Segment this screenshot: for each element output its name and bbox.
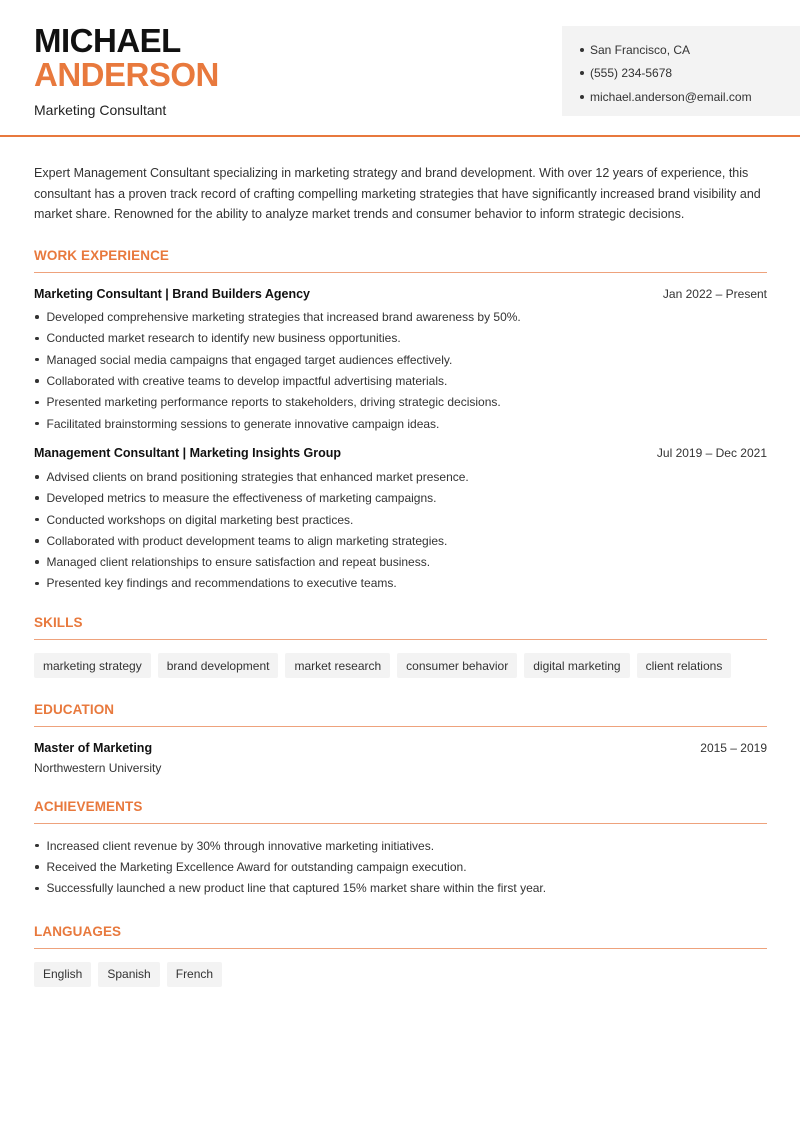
skill-tag: digital marketing (524, 653, 629, 678)
section-languages (34, 924, 767, 987)
list-item (34, 349, 767, 370)
bullet-icon (580, 71, 584, 75)
skill-tag: client relations (637, 653, 732, 678)
list-item-text: Managed client relationships to ensure satisfaction and repeat business. (46, 555, 431, 570)
contact-phone (580, 62, 800, 86)
skill-tag: consumer behavior (397, 653, 517, 678)
skill-tags (34, 653, 767, 678)
list-item-text: Presented key findings and recommendations to executive teams. (46, 576, 397, 591)
job-bullets (34, 307, 767, 435)
list-item (34, 370, 767, 391)
contact-location (580, 38, 800, 62)
section-work-experience (34, 248, 767, 595)
bullet-icon (35, 844, 39, 848)
list-item-text: Successfully launched a new product line that captured 15% market share within the first year. (46, 881, 547, 896)
list-item-text: Advised clients on brand positioning strategies that enhanced market presence. (46, 469, 469, 484)
list-item-text: Conducted market research to identify new business opportunities. (46, 331, 401, 346)
bullet-icon (35, 422, 39, 426)
contact-email (580, 85, 800, 109)
summary: Expert Management Consultant specializing in marketing strategy and brand development. With over 12 years of experience, this consultant has a proven track record of crafting compelling marketing strategies that have significantly increased brand visibility and market share. Renowned for the ability to analyze market trends and consumer behavior to inform strategic decisions. (34, 166, 761, 221)
bullet-icon (580, 95, 584, 99)
job-role: Management Consultant | Marketing Insights Group (34, 446, 341, 461)
bullet-icon (580, 48, 584, 52)
education-header (34, 741, 767, 755)
bullet-icon (35, 315, 39, 319)
job-entry (34, 287, 767, 435)
list-item-text: Presented marketing performance reports to stakeholders, driving strategic decisions. (46, 395, 501, 410)
section-title: EDUCATION (34, 702, 767, 727)
language-tags (34, 962, 767, 987)
bullet-icon (35, 475, 39, 479)
list-item-text: Conducted workshops on digital marketing best practices. (46, 512, 354, 527)
list-item (34, 530, 767, 551)
section-title: WORK EXPERIENCE (34, 248, 767, 273)
list-item (34, 413, 767, 434)
list-item (34, 573, 767, 594)
list-item (34, 392, 767, 413)
section-title: ACHIEVEMENTS (34, 799, 767, 824)
language-tag: Spanish (98, 962, 159, 987)
list-item (34, 856, 767, 877)
resume-body (34, 163, 767, 987)
list-item-text: Collaborated with product development teams to align marketing strategies. (46, 533, 448, 548)
job-bullets (34, 466, 767, 594)
list-item (34, 509, 767, 530)
resume-header (0, 0, 800, 137)
bullet-icon (35, 358, 39, 362)
list-item (34, 488, 767, 509)
job-dates: Jul 2019 – Dec 2021 (656, 446, 767, 461)
job-header (34, 287, 767, 301)
section-achievements (34, 799, 767, 899)
list-item (34, 878, 767, 899)
contact-phone-text: (555) 234-5678 (590, 66, 673, 81)
section-education (34, 702, 767, 775)
job-dates: Jan 2022 – Present (662, 286, 767, 301)
achievement-list (34, 835, 767, 899)
bullet-icon (35, 582, 39, 586)
list-item-text: Increased client revenue by 30% through innovative marketing initiatives. (46, 838, 435, 853)
skill-tag: marketing strategy (34, 653, 151, 678)
job-title: Marketing Consultant (34, 102, 167, 118)
bullet-icon (35, 518, 39, 522)
list-item-text: Facilitated brainstorming sessions to generate innovative campaign ideas. (46, 416, 440, 431)
list-item (34, 307, 767, 328)
list-item-text: Developed metrics to measure the effectiveness of marketing campaigns. (46, 491, 437, 506)
list-item-text: Collaborated with creative teams to develop impactful advertising materials. (46, 374, 448, 389)
skill-tag: market research (285, 653, 390, 678)
list-item-text: Received the Marketing Excellence Award for outstanding campaign execution. (46, 860, 467, 874)
name-block (34, 24, 219, 118)
language-tag: English (34, 962, 91, 987)
list-item-text: Managed social media campaigns that engaged target audiences effectively. (46, 352, 453, 367)
bullet-icon (35, 337, 39, 341)
bullet-icon (35, 865, 39, 869)
section-skills (34, 615, 767, 678)
job-entry (34, 446, 767, 594)
first-name: MICHAEL (34, 22, 181, 59)
contact-box (562, 26, 800, 116)
bullet-icon (35, 379, 39, 383)
bullet-icon (35, 496, 39, 500)
list-item (34, 551, 767, 572)
list-item (34, 328, 767, 349)
bullet-icon (35, 887, 39, 891)
bullet-icon (35, 401, 39, 405)
job-header (34, 446, 767, 460)
list-item-text: Developed comprehensive marketing strategies that increased brand awareness by 50%. (46, 310, 521, 325)
education-years: 2015 – 2019 (700, 741, 767, 756)
contact-email-text: michael.anderson@email.com (590, 89, 752, 104)
bullet-icon (35, 539, 39, 543)
list-item (34, 466, 767, 487)
education-entry (34, 741, 767, 775)
education-school: Northwestern University (34, 761, 162, 776)
section-title: LANGUAGES (34, 924, 767, 949)
contact-location-text: San Francisco, CA (590, 42, 691, 57)
last-name: ANDERSON (34, 56, 219, 93)
skill-tag: brand development (158, 653, 279, 678)
language-tag: French (167, 962, 222, 987)
section-title: SKILLS (34, 615, 767, 640)
education-degree: Master of Marketing (34, 741, 153, 756)
list-item (34, 835, 767, 856)
bullet-icon (35, 560, 39, 564)
job-role: Marketing Consultant | Brand Builders Agency (34, 286, 310, 301)
